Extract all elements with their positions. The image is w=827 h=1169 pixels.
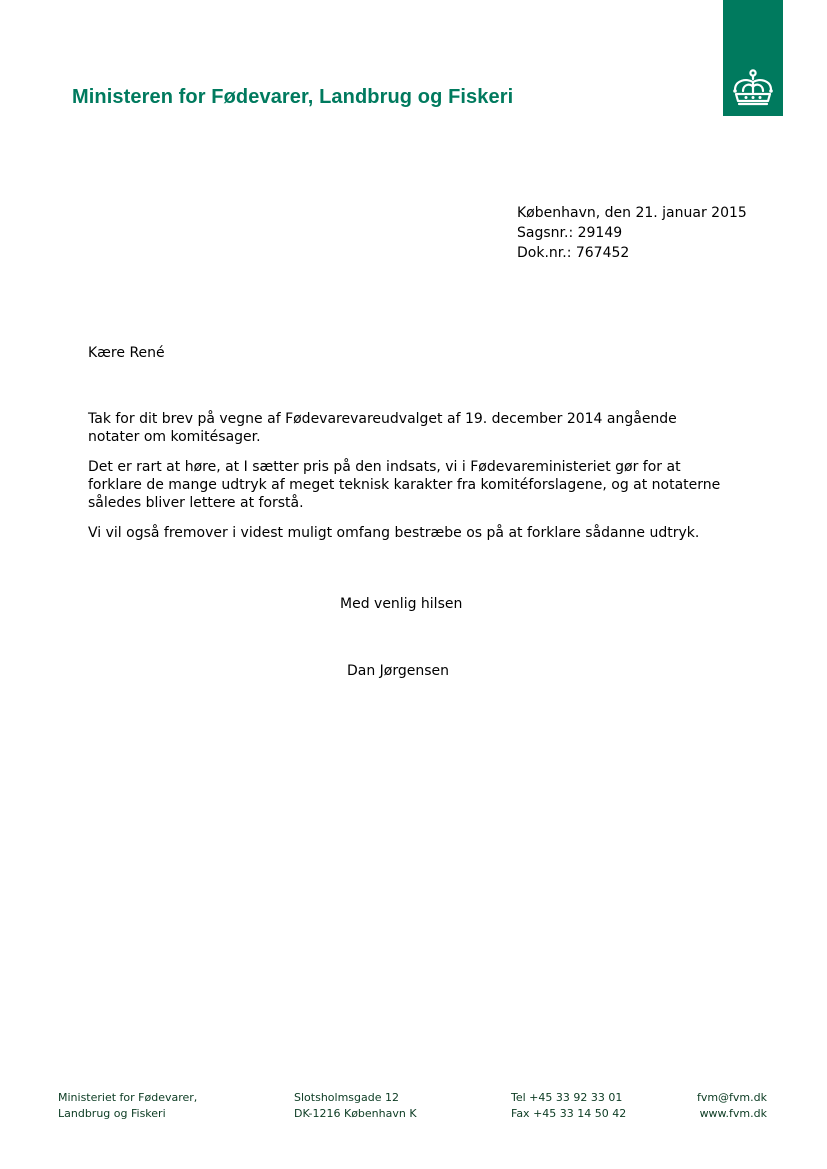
salutation: Kære René [88, 345, 165, 361]
letterhead [0, 0, 827, 116]
footer-web [697, 1090, 767, 1122]
logo [723, 0, 783, 116]
place-date: København, den 21. januar 2015 [517, 205, 747, 221]
paragraph: Vi vil også fremover i videst muligt omfang bestræbe os på at forklare sådanne udtryk. [88, 525, 700, 541]
footer-address [294, 1090, 417, 1122]
royal-crown-icon [729, 68, 777, 108]
document-meta [517, 203, 747, 263]
signature: Dan Jørgensen [347, 663, 450, 679]
ministry-title: Ministeren for Fødevarer, Landbrug og Fiskeri [72, 86, 514, 108]
footer-website-link[interactable]: www.fvm.dk [699, 1107, 767, 1120]
footer-address-line: Slotsholmsgade 12 [294, 1091, 399, 1104]
footer-fax: Fax +45 33 14 50 42 [511, 1107, 627, 1120]
footer-organization [58, 1090, 197, 1122]
closing: Med venlig hilsen [340, 596, 463, 612]
paragraph: Det er rart at høre, at I sætter pris på den indsats, vi i Fødevareministeriet gør for at forklare de mange udtryk af meget teknisk karakter fra komitéforslagene, og at notaterne således bliver lettere at forstå. [88, 459, 721, 511]
footer-contact [511, 1090, 626, 1122]
footer-org-line: Ministeriet for Fødevarer, [58, 1091, 198, 1104]
footer-org-line: Landbrug og Fiskeri [58, 1107, 166, 1120]
paragraph: Tak for dit brev på vegne af Fødevarevareudvalget af 19. december 2014 angående notater om komitésager. [88, 411, 677, 445]
footer-phone: Tel +45 33 92 33 01 [511, 1091, 623, 1104]
doc-number: Dok.nr.: 767452 [517, 245, 630, 261]
footer-address-line: DK-1216 København K [294, 1107, 417, 1120]
case-number: Sagsnr.: 29149 [517, 225, 623, 241]
letter-body [88, 410, 728, 554]
footer-email-link[interactable]: fvm@fvm.dk [696, 1091, 767, 1104]
